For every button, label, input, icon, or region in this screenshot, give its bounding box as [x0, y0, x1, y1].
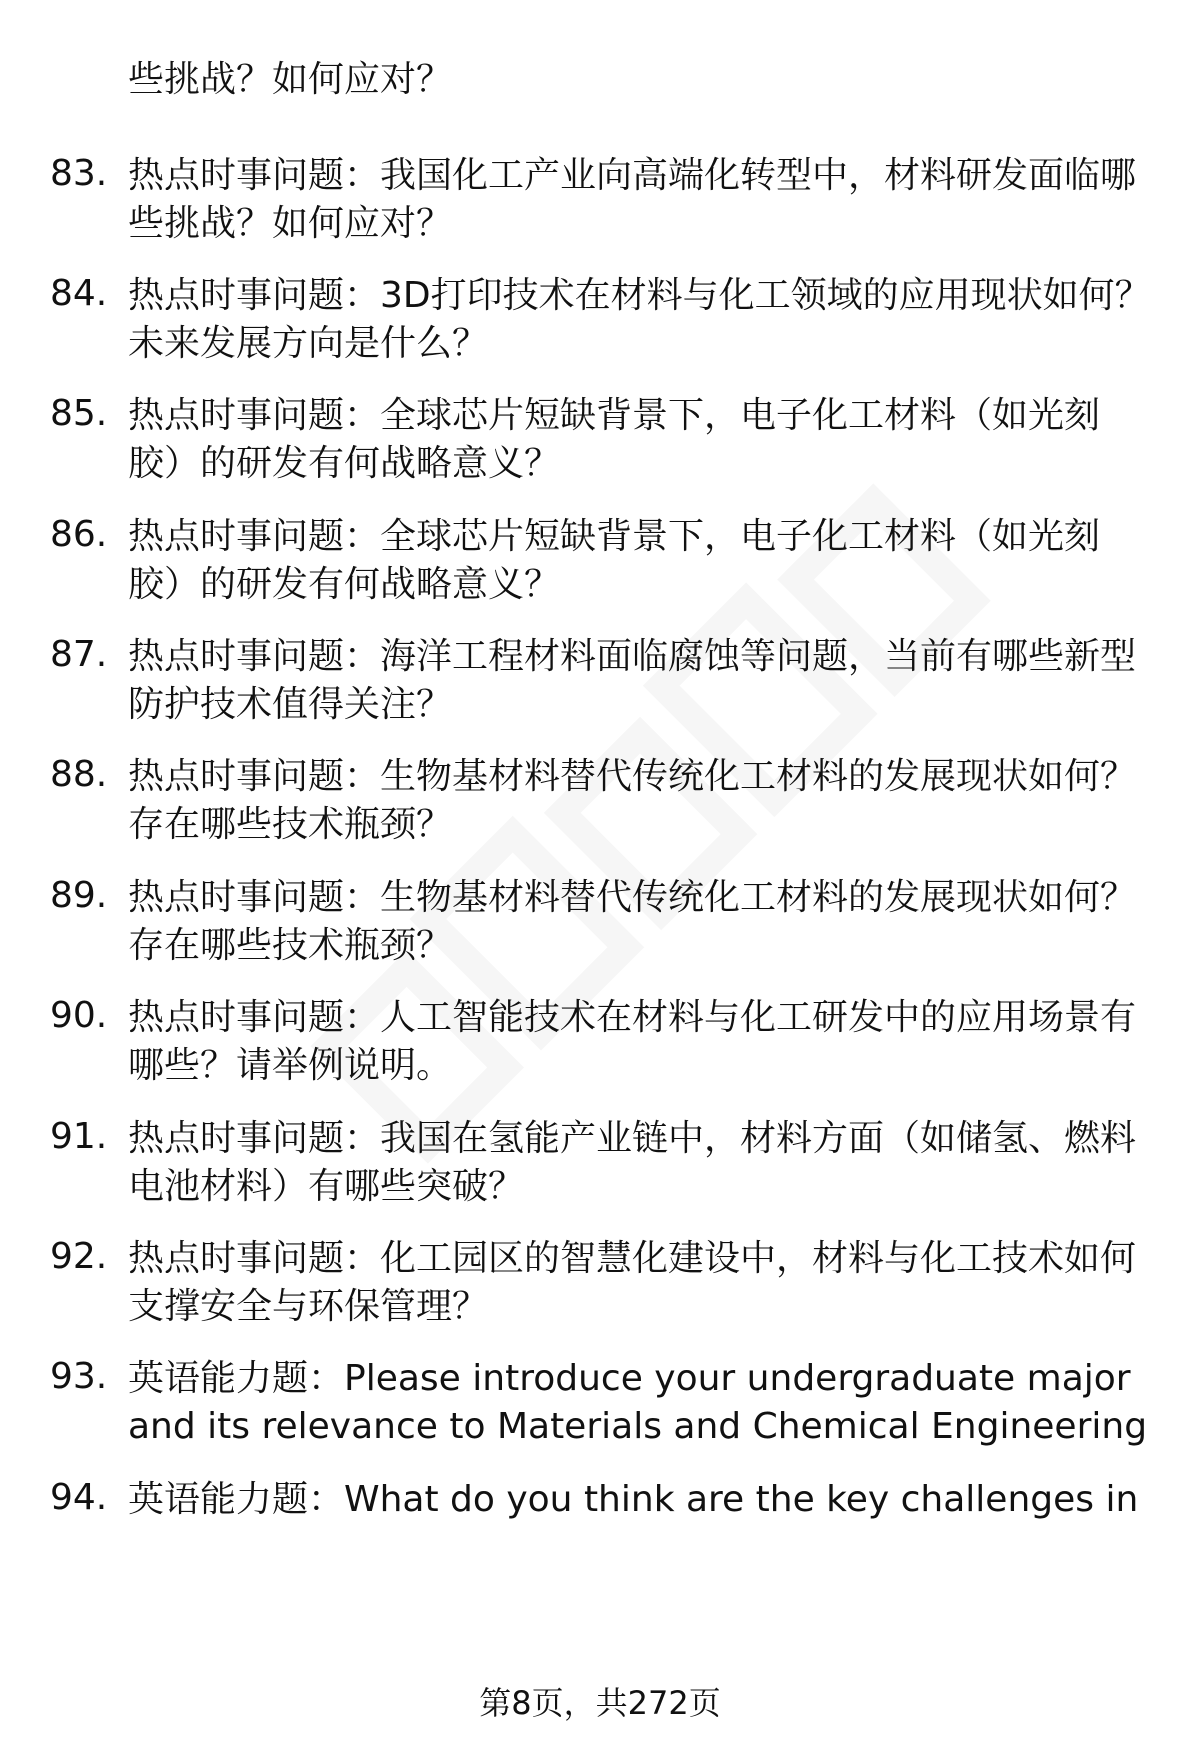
question-line: 支撑安全与环保管理？ — [128, 1286, 489, 1327]
question-number: 90. — [50, 995, 108, 1036]
list-item — [0, 1355, 1200, 1447]
list-item — [0, 392, 1200, 484]
question-text — [128, 874, 1138, 970]
question-text — [128, 753, 1138, 849]
question-text — [128, 392, 1138, 488]
question-line: 胶）的研发有何战略意义？ — [128, 564, 561, 605]
list-item — [0, 272, 1200, 364]
list-item — [0, 753, 1200, 845]
question-line: 未来发展方向是什么？ — [128, 323, 489, 364]
list-item — [0, 1235, 1200, 1327]
question-line: 电池材料）有哪些突破？ — [128, 1166, 525, 1207]
question-line: 英语能力题：What do you think are the key challenges in — [128, 1479, 1139, 1520]
question-number: 86. — [50, 514, 108, 555]
question-line: 热点时事问题：全球芯片短缺背景下，电子化工材料（如光刻 — [128, 395, 1101, 436]
question-number: 89. — [50, 875, 108, 916]
question-text — [128, 1476, 1138, 1524]
question-number: 94. — [50, 1477, 108, 1518]
question-number: 83. — [50, 153, 108, 194]
list-item — [0, 633, 1200, 725]
question-text — [128, 152, 1138, 248]
question-text — [128, 272, 1151, 368]
question-line: 热点时事问题：我国化工产业向高端化转型中，材料研发面临哪 — [128, 155, 1137, 196]
list-item — [0, 1115, 1200, 1207]
question-line: and its relevance to Materials and Chemical Engineering — [128, 1406, 1148, 1447]
list-item — [0, 994, 1200, 1086]
question-line: 存在哪些技术瓶颈？ — [128, 804, 453, 845]
question-line: 热点时事问题：生物基材料替代传统化工材料的发展现状如何？ — [128, 877, 1137, 918]
continuation-line: 些挑战？如何应对？ — [128, 59, 453, 100]
question-number: 87. — [50, 634, 108, 675]
question-line: 防护技术值得关注？ — [128, 684, 453, 725]
question-text — [128, 1355, 1148, 1451]
question-number: 85. — [50, 393, 108, 434]
question-line: 热点时事问题：海洋工程材料面临腐蚀等问题，当前有哪些新型 — [128, 636, 1137, 677]
question-text — [128, 1235, 1138, 1331]
question-number: 92. — [50, 1236, 108, 1277]
question-text — [128, 994, 1138, 1090]
list-item — [0, 1476, 1200, 1568]
question-number: 88. — [50, 754, 108, 795]
question-line: 热点时事问题：3D打印技术在材料与化工领域的应用现状如何？ — [128, 275, 1151, 316]
question-line: 热点时事问题：全球芯片短缺背景下，电子化工材料（如光刻 — [128, 516, 1101, 557]
list-item — [0, 152, 1200, 244]
question-line: 热点时事问题：生物基材料替代传统化工材料的发展现状如何？ — [128, 756, 1137, 797]
question-text — [128, 1115, 1138, 1211]
question-line: 些挑战？如何应对？ — [128, 203, 453, 244]
question-line: 哪些？请举例说明。 — [128, 1045, 453, 1086]
question-number: 84. — [50, 273, 108, 314]
question-text — [128, 513, 1138, 609]
page-footer: 第8页，共272页 — [479, 1684, 721, 1722]
question-line: 热点时事问题：化工园区的智慧化建设中，材料与化工技术如何 — [128, 1238, 1137, 1279]
question-number: 91. — [50, 1116, 108, 1157]
question-line: 胶）的研发有何战略意义？ — [128, 443, 561, 484]
question-line: 热点时事问题：我国在氢能产业链中，材料方面（如储氢、燃料 — [128, 1118, 1137, 1159]
question-line: 热点时事问题：人工智能技术在材料与化工研发中的应用场景有 — [128, 997, 1137, 1038]
question-number: 93. — [50, 1356, 108, 1397]
question-line: 存在哪些技术瓶颈？ — [128, 925, 453, 966]
list-item — [0, 513, 1200, 605]
list-item — [0, 874, 1200, 966]
question-text — [128, 633, 1138, 729]
question-line: 英语能力题：Please introduce your undergraduate major — [128, 1358, 1131, 1399]
